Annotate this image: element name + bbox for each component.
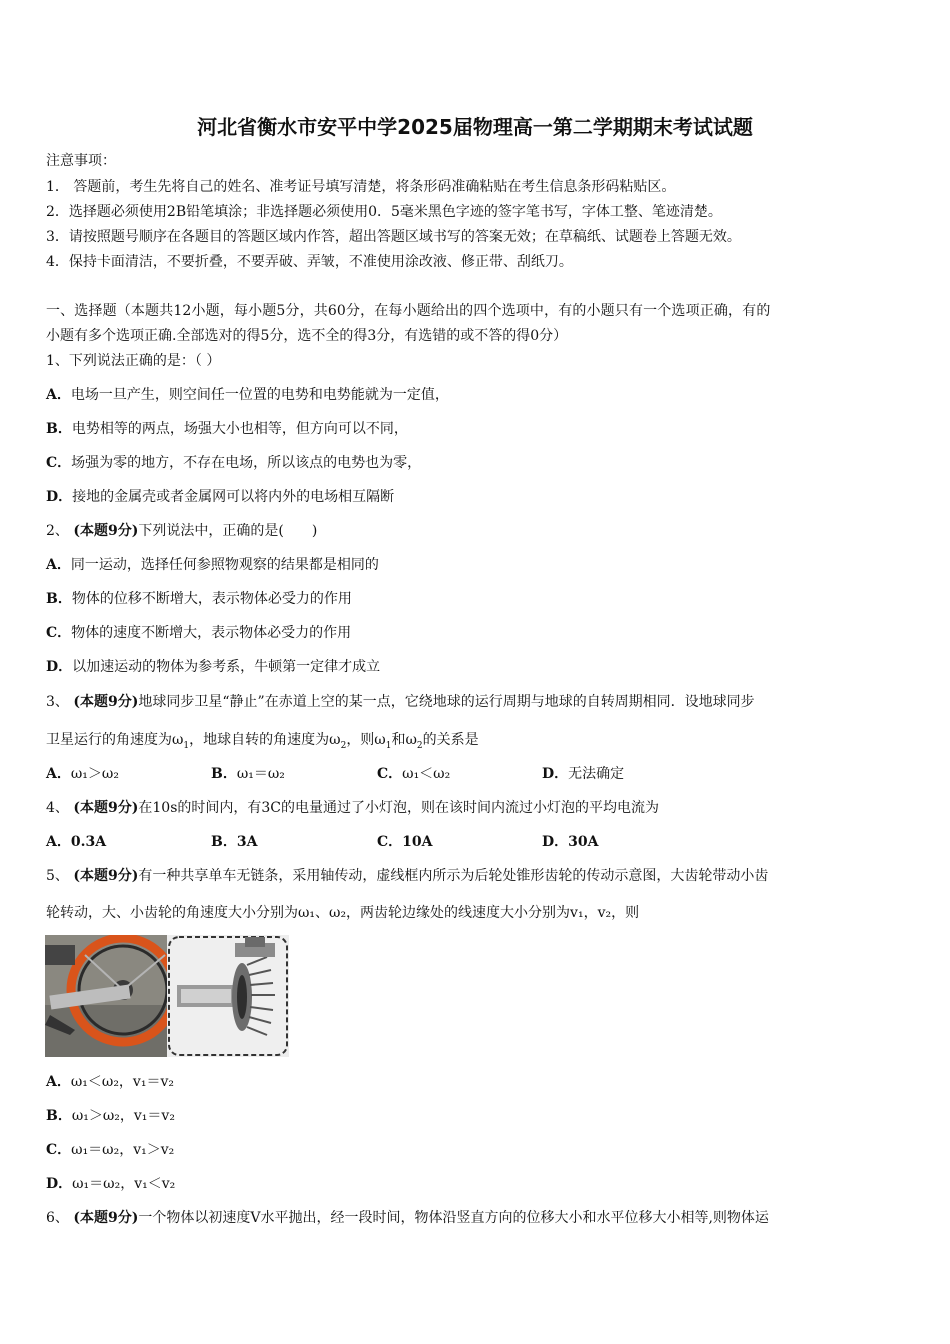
- question-score: (本题9分): [73, 1210, 139, 1226]
- question-number: 5、: [46, 868, 69, 884]
- option-text: 0.3A: [70, 834, 107, 850]
- section-instructions-line2: 小题有多个选项正确.全部选对的得5分，选不全的得3分，有选错的或不答的得0分）: [46, 328, 568, 344]
- question-4-option-d: [542, 832, 599, 852]
- question-text: 在10s的时间内，有3C的电量通过了小灯泡，则在该时间内流过小灯泡的平均电流为: [138, 800, 659, 816]
- option-text: 物体的位移不断增大，表示物体必受力的作用: [71, 591, 352, 607]
- section-instructions-line1: 一、选择题（本题共12小题，每小题5分，共60分，在每小题给出的四个选项中，有的小题只有一个选项正确，有的: [46, 303, 771, 319]
- option-letter: A．: [46, 766, 71, 782]
- note-item-4: 4．保持卡面清洁，不要折叠，不要弄破、弄皱，不准使用涂改液、修正带、刮纸刀。: [46, 254, 573, 270]
- question-score: (本题9分): [73, 868, 139, 884]
- question-3-option-c: [377, 764, 450, 784]
- bevel-gear-diagram: [167, 935, 289, 1057]
- question-5-stem-line2: 轮转动，大、小齿轮的角速度大小分别为ω₁、ω₂，两齿轮边缘处的线速度大小分别为v₁，v₂，则: [46, 905, 640, 921]
- question-1-stem: 1、下列说法正确的是：（ ）: [46, 353, 221, 369]
- option-letter: D．: [542, 766, 569, 782]
- note-item-2: 2．选择题必须使用2B铅笔填涂；非选择题必须使用0．5毫米黑色字迹的签字笔书写，字体工整、笔迹清楚。: [46, 204, 722, 220]
- option-text: ω₁＝ω₂，v₁＜v₂: [72, 1176, 176, 1192]
- question-score: (本题9分): [73, 800, 139, 816]
- text-fragment: ，地球自转的角速度为ω: [189, 732, 341, 748]
- question-4-option-a: [46, 832, 106, 852]
- bicycle-photo: [45, 935, 167, 1057]
- option-text: 30A: [568, 834, 599, 850]
- question-5-stem-line1: [46, 866, 768, 886]
- subscript: 2: [340, 740, 347, 751]
- option-letter: A．: [46, 557, 71, 573]
- page-title: 河北省衡水市安平中学2025届物理高一第二学期期末考试试题: [197, 115, 753, 139]
- question-5-option-d: [46, 1174, 175, 1194]
- question-text: 一个物体以初速度V水平抛出，经一段时间，物体沿竖直方向的位移大小和水平位移大小相等,则物体运: [138, 1210, 769, 1226]
- option-letter: B．: [46, 1108, 72, 1124]
- option-letter: C．: [46, 1142, 72, 1158]
- option-text: ω₁＞ω₂: [70, 766, 119, 782]
- question-2-option-b: [46, 589, 352, 609]
- option-text: 10A: [402, 834, 433, 850]
- option-letter: D．: [46, 659, 73, 675]
- option-text: 物体的速度不断增大，表示物体必受力的作用: [71, 625, 352, 641]
- option-letter: A．: [46, 1074, 71, 1090]
- option-text: 无法确定: [568, 766, 625, 782]
- subscript: 1: [385, 740, 392, 751]
- question-number: 4、: [46, 800, 69, 816]
- question-5-option-c: [46, 1140, 174, 1160]
- question-3-stem-line2: [46, 730, 479, 756]
- option-letter: C．: [46, 625, 72, 641]
- option-letter: C．: [46, 455, 72, 471]
- option-letter: D．: [46, 489, 73, 505]
- question-4-option-b: [211, 832, 257, 852]
- option-text: 同一运动，选择任何参照物观察的结果都是相同的: [70, 557, 379, 573]
- option-text: 以加速运动的物体为参考系，牛顿第一定律才成立: [72, 659, 381, 675]
- question-2-stem: [46, 521, 317, 541]
- option-letter: D．: [542, 834, 569, 850]
- question-3-option-b: [211, 764, 285, 784]
- question-4-option-c: [377, 832, 433, 852]
- note-item-3: 3．请按照题号顺序在各题目的答题区域内作答，超出答题区域书写的答案无效；在草稿纸、试题卷上答题无效。: [46, 229, 741, 245]
- question-3-option-d: [542, 764, 624, 784]
- question-6-stem: [46, 1208, 769, 1228]
- text-fragment: 和ω: [391, 732, 417, 748]
- option-text: 场强为零的地方，不存在电场，所以该点的电势也为零，: [71, 455, 422, 471]
- option-letter: A．: [46, 387, 71, 403]
- option-letter: B．: [46, 421, 72, 437]
- option-text: 接地的金属壳或者金属网可以将内外的电场相互隔断: [72, 489, 395, 505]
- question-5-option-a: [46, 1072, 174, 1092]
- question-1-option-a: [46, 385, 449, 405]
- option-text: 电场一旦产生，则空间任一位置的电势和电势能就为一定值，: [70, 387, 449, 403]
- question-1-option-c: [46, 453, 421, 473]
- option-letter: D．: [46, 1176, 73, 1192]
- text-fragment: 的关系是: [422, 732, 479, 748]
- option-text: ω₁＜ω₂: [402, 766, 451, 782]
- question-number: 3、: [46, 694, 69, 710]
- subscript: 2: [416, 740, 423, 751]
- question-text: 有一种共享单车无链条，采用轴传动，虚线框内所示为后轮处锥形齿轮的传动示意图，大齿轮带动小齿: [138, 868, 769, 884]
- question-score: (本题9分): [73, 523, 139, 539]
- question-number: 2、: [46, 523, 69, 539]
- option-text: ω₁＞ω₂，v₁＝v₂: [71, 1108, 175, 1124]
- option-text: ω₁＝ω₂: [236, 766, 285, 782]
- question-5-option-b: [46, 1106, 175, 1126]
- text-fragment: 卫星运行的角速度为ω: [46, 732, 184, 748]
- option-text: ω₁＜ω₂，v₁＝v₂: [70, 1074, 174, 1090]
- option-letter: B．: [46, 591, 72, 607]
- bevel-gear-image: [167, 935, 289, 1057]
- subscript: 1: [183, 740, 190, 751]
- question-3-stem-line1: [46, 692, 755, 712]
- question-1-option-d: [46, 487, 394, 507]
- question-3-option-a: [46, 764, 119, 784]
- question-2-option-a: [46, 555, 379, 575]
- option-text: 电势相等的两点，场强大小也相等，但方向可以不同，: [71, 421, 408, 437]
- option-letter: C．: [377, 766, 403, 782]
- option-letter: A．: [46, 834, 71, 850]
- question-1-option-b: [46, 419, 408, 439]
- option-text: 3A: [236, 834, 258, 850]
- option-letter: B．: [211, 834, 237, 850]
- question-text: 下列说法中，正确的是( ): [138, 523, 318, 539]
- option-text: ω₁＝ω₂，v₁＞v₂: [71, 1142, 175, 1158]
- option-letter: C．: [377, 834, 403, 850]
- option-letter: B．: [211, 766, 237, 782]
- question-2-option-d: [46, 657, 380, 677]
- bicycle-wheel-image: [45, 935, 167, 1057]
- note-item-1: 1． 答题前，考生先将自己的姓名、准考证号填写清楚，将条形码准确粘贴在考生信息条形码粘贴区。: [46, 179, 676, 195]
- question-number: 6、: [46, 1210, 69, 1226]
- question-2-option-c: [46, 623, 351, 643]
- notes-heading: 注意事项：: [46, 153, 116, 169]
- question-4-stem: [46, 798, 659, 818]
- question-text: 地球同步卫星“静止”在赤道上空的某一点，它绕地球的运行周期与地球的自转周期相同．设地球同步: [138, 694, 755, 710]
- question-score: (本题9分): [73, 694, 139, 710]
- text-fragment: ，则ω: [346, 732, 386, 748]
